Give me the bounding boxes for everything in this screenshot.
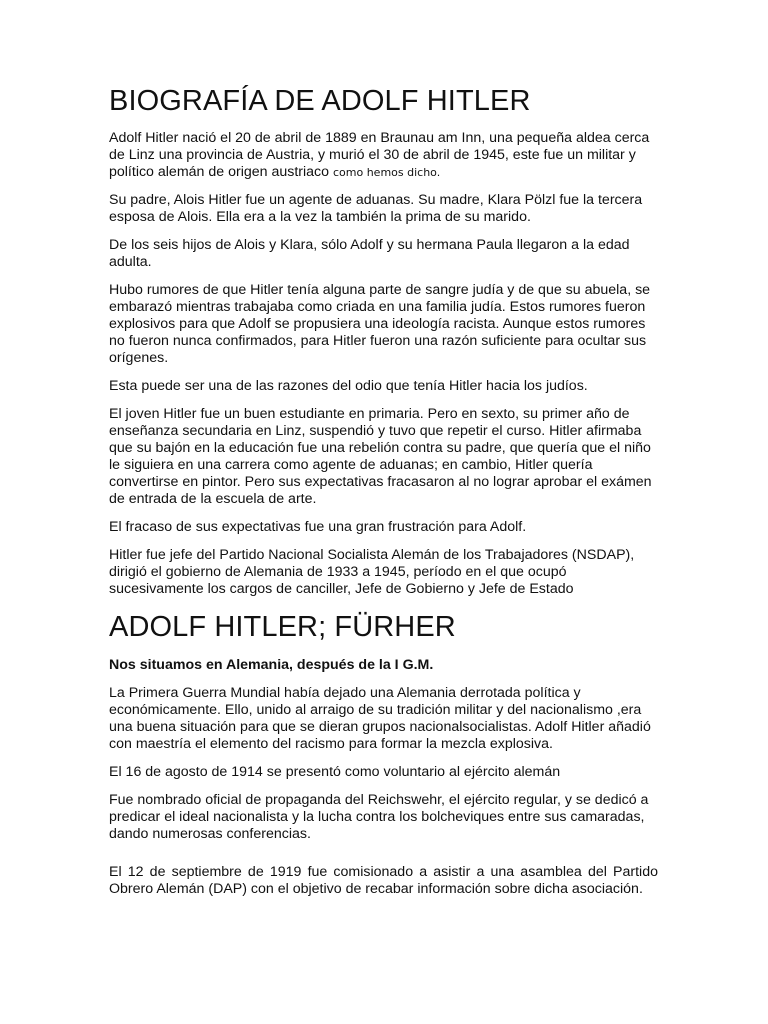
paragraph-propaganda: Fue nombrado oficial de propaganda del Reichswehr, el ejército regular, y se dedicó a predicar el ideal nacionalista y la lucha contra los bolcheviques entre sus camaradas, dando numerosas conferencias. bbox=[109, 792, 649, 842]
paragraph-education: El joven Hitler fue un buen estudiante en primaria. Pero en sexto, su primer año de enseñanza secundaria en Linz, suspendió y tuvo que repetir el curso. Hitler afirmaba que su bajón en la educación fue una rebelión contra su padre, que quería que el niño le siguiera en una carrera como agente de aduanas; en cambio, Hitler quería convertirse en pintor. Pero sus expectativas fracasaron al no lograr aprobar el exámen de entrada de la escuela de arte. bbox=[109, 406, 652, 507]
paragraph-frustration: El fracaso de sus expectativas fue una gran frustración para Adolf. bbox=[109, 519, 527, 535]
paragraph-volunteer: El 16 de agosto de 1914 se presentó como voluntario al ejército alemán bbox=[109, 764, 561, 780]
paragraph-dap: El 12 de septiembre de 1919 fue comisionado a asistir a una asamblea del Partido Obrero Alemán (DAP) con el objetivo de recabar información sobre dicha asociación. bbox=[109, 864, 658, 897]
biography-title: BIOGRAFÍA DE ADOLF HITLER bbox=[109, 85, 531, 117]
paragraph-birth-aside: como hemos dicho. bbox=[332, 166, 441, 179]
paragraph-rumors: Hubo rumores de que Hitler tenía alguna parte de sangre judía y de que su abuela, se embarazó mientras trabajaba como criada en una familia judía. Estos rumores fueron explosivos para que Adolf se propusiera una ideología racista. Aunque estos rumores no fueron nunca confirmados, para Hitler fueron una razón suficiente para ocultar sus orígenes. bbox=[109, 282, 651, 366]
paragraph-children: De los seis hijos de Alois y Klara, sólo Adolf y su hermana Paula llegaron a la edad adulta. bbox=[109, 237, 630, 270]
paragraph-birth bbox=[109, 130, 658, 181]
paragraph-birth-text: Adolf Hitler nació el 20 de abril de 1889 en Braunau am Inn, una pequeña aldea cerca de Linz una provincia de Austria, y murió el 30 de abril de 1945, este fue un militar y político alemán de origen austriaco bbox=[109, 130, 650, 180]
paragraph-post-war: La Primera Guerra Mundial había dejado una Alemania derrotada política y económicamente. Ello, unido al arraigo de su tradición militar y del nacionalismo ,era una buena situación para que se dieran grupos nacionalsocialistas. Adolf Hitler añadió con maestría el elemento del racismo para formar la mezcla explosiva. bbox=[109, 685, 651, 752]
paragraph-parents: Su padre, Alois Hitler fue un agente de aduanas. Su madre, Klara Pölzl fue la tercera esposa de Alois. Ella era a la vez la también la prima de su marido. bbox=[109, 192, 643, 225]
paragraph-hatred: Esta puede ser una de las razones del odio que tenía Hitler hacia los judíos. bbox=[109, 378, 588, 394]
fuhrer-title: ADOLF HITLER; FÜRHER bbox=[109, 611, 456, 643]
section-subheading: Nos situamos en Alemania, después de la I G.M. bbox=[109, 657, 434, 673]
paragraph-nsdap: Hitler fue jefe del Partido Nacional Socialista Alemán de los Trabajadores (NSDAP), dirigió el gobierno de Alemania de 1933 a 1945, período en el que ocupó sucesivamente los cargos de canciller, Jefe de Gobierno y Jefe de Estado bbox=[109, 547, 635, 597]
